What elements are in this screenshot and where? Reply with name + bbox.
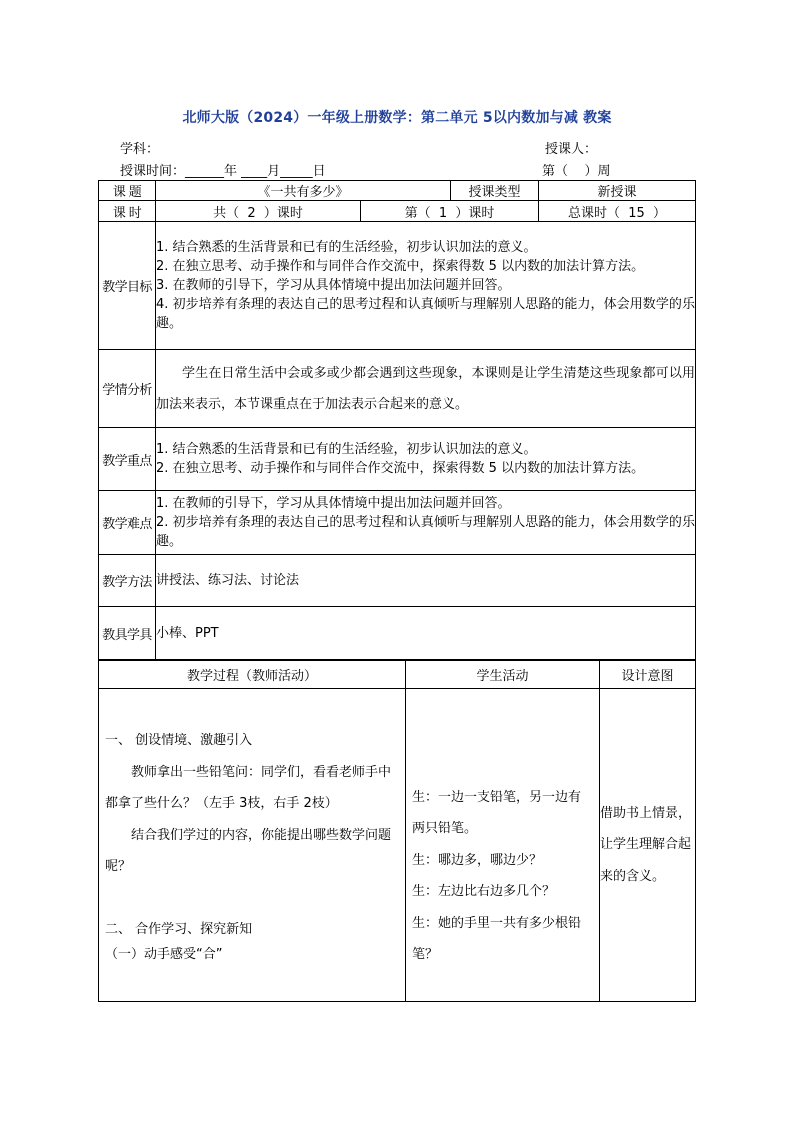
process-paragraph: 教师拿出一些铅笔问：同学们，看看老师手中都拿了些什么？（左手 3枝，右手 2枝）: [105, 764, 392, 811]
time-prefix: 授课时间：: [120, 164, 186, 179]
process-table: [98, 660, 696, 1002]
key-item: 1. 结合熟悉的生活背景和已有的生活经验，初步认识加法的意义。: [156, 442, 537, 457]
process-step-heading: 一、 创设情境、激趣引入: [105, 733, 253, 748]
student-response: 生：左边比右边多几个？: [412, 884, 556, 899]
key-content: [156, 428, 696, 491]
process-spacer: [105, 883, 399, 914]
difficult-item: 1. 在教师的引导下，学习从具体情境中提出加法问题并回答。: [156, 496, 511, 511]
goal-item: 1. 结合熟悉的生活背景和已有的生活经验，初步认识加法的意义。: [156, 240, 537, 255]
student-activity: [406, 689, 600, 1002]
topic-label: 课 题: [99, 181, 156, 201]
hours-overall: 总课时（ 15 ）: [539, 201, 696, 222]
subject-label: 学科：: [120, 142, 160, 157]
process-header-teacher: 教学过程（教师活动）: [99, 661, 406, 689]
goal-item: 2. 在独立思考、动手操作和与同伴合作交流中，探索得数 5 以内数的加法计算方法。: [156, 259, 645, 274]
analysis-label: 学情分析: [99, 350, 156, 428]
topic-value: 《一共有多少》: [156, 181, 451, 201]
difficult-item: 2. 初步培养有条理的表达自己的思考过程和认真倾听与理解别人思路的能力，体会用数学的乐趣。: [156, 515, 695, 549]
method-label: 教学方法: [99, 555, 156, 607]
time-label: [120, 160, 326, 179]
teacher-label: 授课人：: [545, 142, 598, 157]
analysis-content: [156, 350, 696, 428]
goals-label: 教学目标: [99, 222, 156, 350]
student-response: 生：一边一支铅笔，另一边有两只铅笔。: [412, 789, 582, 836]
goal-item: 3. 在教师的引导下，学习从具体情境中提出加法问题并回答。: [156, 278, 511, 293]
process-step-heading: 二、 合作学习、探究新知: [105, 921, 253, 937]
student-response: 生：哪边多，哪边少？: [412, 852, 543, 868]
goal-item: 4. 初步培养有条理的表达自己的思考过程和认真倾听与理解别人思路的能力，体会用数学的乐趣。: [156, 297, 695, 331]
tools-value: 小棒、PPT: [156, 607, 696, 660]
hours-total: 共（ 2 ）课时: [156, 201, 361, 222]
type-label: 授课类型: [451, 181, 539, 201]
difficult-content: [156, 491, 696, 555]
type-value: 新授课: [539, 181, 696, 201]
process-subheading: （一）动手感受“合”: [105, 947, 223, 962]
key-item: 2. 在独立思考、动手操作和与同伴合作交流中，探索得数 5 以内数的加法计算方法。: [156, 461, 645, 476]
analysis-text: 学生在日常生活中会或多或少都会遇到这些现象，本课则是让学生清楚这些现象都可以用加法来表示，本节课重点在于加法表示合起来的意义。: [156, 365, 695, 412]
design-intent: 借助书上情景，让学生理解合起来的含义。: [600, 689, 696, 1002]
difficult-label: 教学难点: [99, 491, 156, 555]
method-value: 讲授法、练习法、讨论法: [156, 555, 696, 607]
teacher-activity: [99, 689, 406, 1002]
process-paragraph: 结合我们学过的内容，你能提出哪些数学问题呢？: [105, 827, 392, 874]
process-header-student: 学生活动: [406, 661, 600, 689]
key-label: 教学重点: [99, 428, 156, 491]
time-blanks: ______年 ____月_____日: [185, 164, 326, 179]
lesson-info-table: [98, 180, 696, 660]
hours-label: 课 时: [99, 201, 156, 222]
hours-current: 第（ 1 ）课时: [361, 201, 539, 222]
student-response: 生：她的手里一共有多少根铅笔？: [412, 915, 582, 962]
process-header-intent: 设计意图: [600, 661, 696, 689]
document-title: 北师大版（2024）一年级上册数学：第二单元 5以内数加与减 教案: [182, 110, 612, 126]
week-label: 第（ ）周: [542, 164, 611, 179]
tools-label: 教具学具: [99, 607, 156, 660]
goals-content: [156, 222, 696, 350]
